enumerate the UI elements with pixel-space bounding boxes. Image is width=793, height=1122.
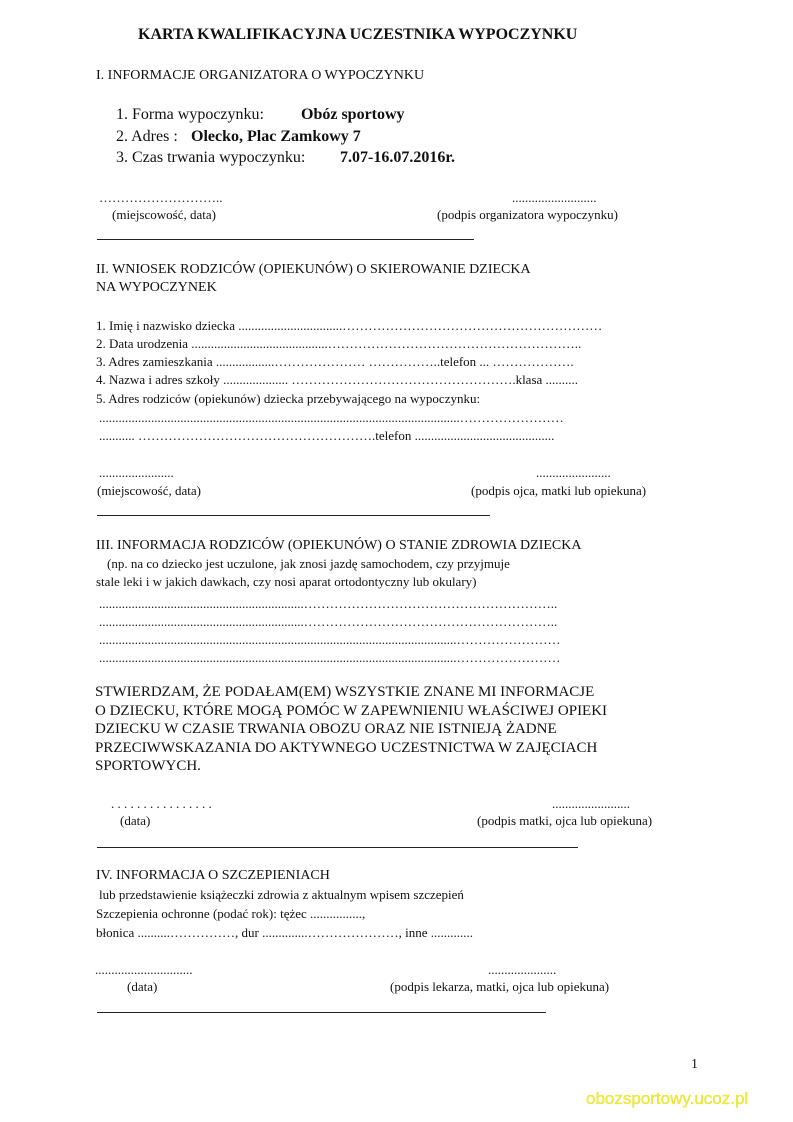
parents-address-dots: ...............................................................................................................…………………… xyxy=(99,410,564,425)
declaration-line5: SPORTOWYCH. xyxy=(95,758,201,774)
declaration-sign-label: (podpis matki, ojca lub opiekuna) xyxy=(477,813,653,828)
place-date-label-2: (miejscowość, data) xyxy=(97,483,201,498)
page-number: 1 xyxy=(691,1057,698,1072)
health-description-line2: stale leki i w jakich dawkach, czy nosi aparat ortodontyczny lub okulary) xyxy=(96,574,477,589)
address-value: Olecko, Plac Zamkowy 7 xyxy=(191,128,361,145)
place-date-dots-1: ……………………….. xyxy=(99,190,223,205)
child-name-field: 1. Imię i nazwisko dziecka ................................…………………………………………………… xyxy=(96,318,603,333)
section-4-heading: IV. INFORMACJA O SZCZEPIENIACH xyxy=(96,868,330,883)
parent-sign-dots: ....................... xyxy=(536,465,611,480)
duration-value: 7.07-16.07.2016r. xyxy=(340,149,455,166)
health-dots-4: ..............................................................................................................…………………… xyxy=(99,650,561,665)
form-type-value: Obóz sportowy xyxy=(301,106,405,123)
site-watermark: obozsportowy.ucoz.pl xyxy=(586,1089,749,1108)
vaccination-sign-label: (podpis lekarza, matki, ojca lub opiekuna) xyxy=(390,979,610,994)
place-date-label-1: (miejscowość, data) xyxy=(112,207,216,222)
health-dots-2: ...............................................................………………………………………………….. xyxy=(99,614,558,629)
vaccination-sign-dots: ..................... xyxy=(488,962,557,977)
health-description-line1: (np. na co dziecko jest uczulone, jak znosi jazdę samochodem, czy przyjmuje xyxy=(107,556,510,571)
section-3-heading: III. INFORMACJA RODZICÓW (OPIEKUNÓW) O STANIE ZDROWIA DZIECKA xyxy=(96,538,582,553)
declaration-line1: STWIERDZAM, ŻE PODAŁAM(EM) WSZYSTKIE ZNANE MI INFORMACJE xyxy=(95,684,595,700)
health-dots-1: ...............................................................………………………………………………….. xyxy=(99,596,558,611)
declaration-date-label: (data) xyxy=(120,813,151,828)
organizer-sign-dots: .......................... xyxy=(512,190,597,205)
section-2-heading-line1: II. WNIOSEK RODZICÓW (OPIEKUNÓW) O SKIEROWANIE DZIECKA xyxy=(96,262,531,277)
health-dots-3: ..............................................................................................................…………………… xyxy=(99,632,561,647)
divider-3 xyxy=(97,847,578,848)
vaccination-other-fields: błonica ..........……………, dur ..............…………………, inne ............. xyxy=(96,925,473,940)
declaration-line3: DZIECKU W CZASIE TRWANIA OBOZU ORAZ NIE ISTNIEJĄ ŻADNE xyxy=(95,721,557,737)
divider-2 xyxy=(97,515,490,516)
parent-sign-label: (podpis ojca, matki lub opiekuna) xyxy=(471,483,647,498)
vaccination-date-dots: .............................. xyxy=(95,962,193,977)
duration-label: 3. Czas trwania wypoczynku: xyxy=(116,149,306,166)
place-date-dots-2: ....................... xyxy=(99,465,174,480)
form-type-label: 1. Forma wypoczynku: xyxy=(116,106,264,123)
organizer-sign-label: (podpis organizatora wypoczynku) xyxy=(437,207,618,222)
birth-date-field: 2. Data urodzenia ..........................................………………………………………………….. xyxy=(96,336,582,351)
section-1-heading: I. INFORMACJE ORGANIZATORA O WYPOCZYNKU xyxy=(96,68,425,83)
document-title: KARTA KWALIFIKACYJNA UCZESTNIKA WYPOCZYNKU xyxy=(138,26,578,43)
school-field: 4. Nazwa i adres szkoły .................... …………………………………………….klasa .......... xyxy=(96,372,579,387)
declaration-sign-dots: ........................ xyxy=(552,796,630,811)
address-label: 2. Adres : xyxy=(116,128,178,145)
section-2-heading-line2: NA WYPOCZYNEK xyxy=(96,280,217,295)
divider-1 xyxy=(97,239,474,240)
vaccination-tetanus-field: Szczepienia ochronne (podać rok): tężec ................, xyxy=(96,906,366,921)
home-address-field: 3. Adres zamieszkania ..................………………… ……………..telefon ... ………………. xyxy=(96,354,574,369)
declaration-date-dots: . . . . . . . . . . . . . . . . xyxy=(111,796,212,811)
declaration-line4: PRZECIWWSKAZANIA DO AKTYWNEGO UCZESTNICTWA W ZAJĘCIACH xyxy=(95,740,598,756)
divider-4 xyxy=(97,1012,546,1013)
parents-phone-field: ........... ……………………………………………….telefon ........................................... xyxy=(99,428,555,443)
declaration-line2: O DZIECKU, KTÓRE MOGĄ POMÓC W ZAPEWNIENIU WŁAŚCIWEJ OPIEKI xyxy=(95,703,608,719)
parents-address-label: 5. Adres rodziców (opiekunów) dziecka przebywającego na wypoczynku: xyxy=(96,391,481,406)
vaccination-date-label: (data) xyxy=(127,979,158,994)
vaccination-booklet-note: lub przedstawienie książeczki zdrowia z aktualnym wpisem szczepień xyxy=(99,887,464,902)
